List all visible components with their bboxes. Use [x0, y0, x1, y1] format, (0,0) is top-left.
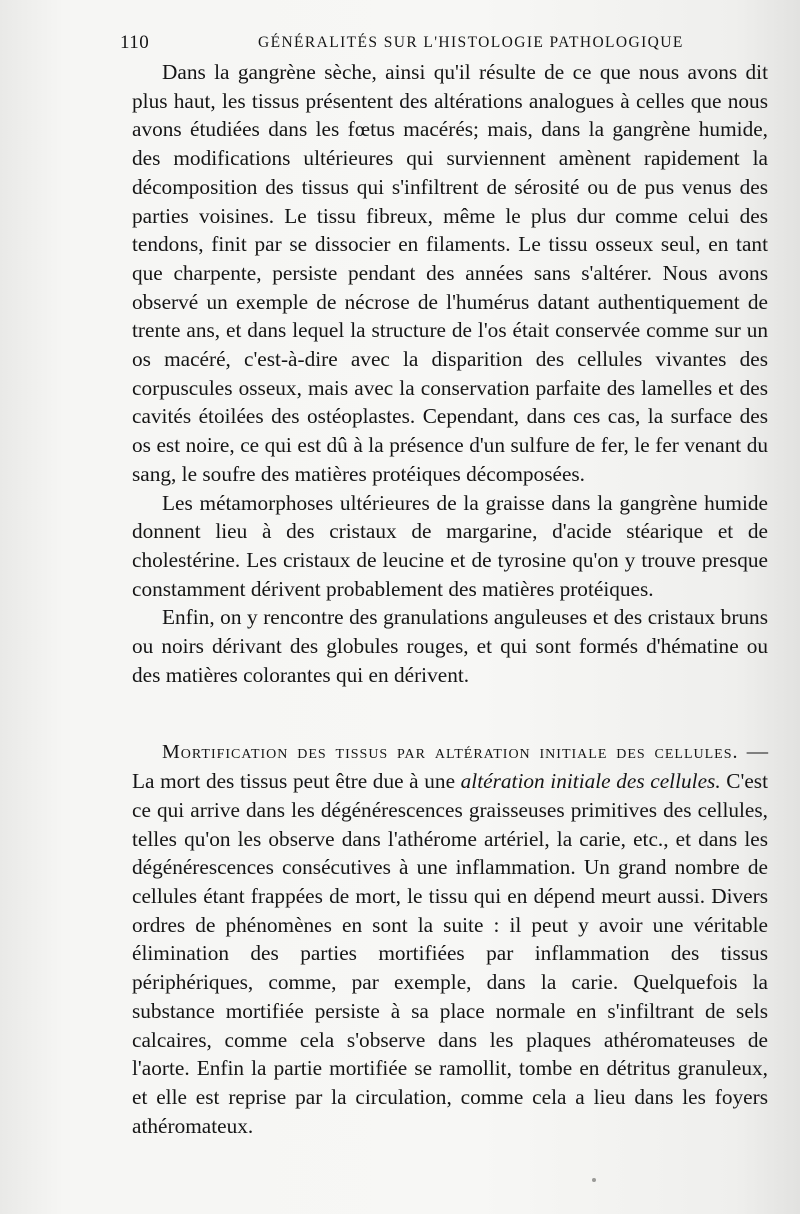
page-header [120, 30, 770, 60]
section-lead: — La mort des tissus peut être due à une [132, 739, 768, 794]
paragraph-granulations: Enfin, on y rencontre des granulations anguleuses et des cristaux bruns ou noirs dérivant des globules rouges, et qui sont formés d'hématine ou des matières colorantes qui en dérivent. [132, 605, 768, 687]
section-body: C'est ce qui arrive dans les dégénérescences graisseuses primitives des cellules, telles qu'on les observe dans l'athérome artériel, la carie, etc., et dans les dégénérescences consécutives à une inflammation. Un grand nombre de cellules étant frappées de mort, le tissu qui en dépend meurt aussi. Divers ordres de phénomènes en sont la suite : il peut y avoir une véritable élimination des parties mortifiées par inflammation des tissus périphériques, comme, par exemple, dans la carie. Quelquefois la substance mortifiée persiste à sa place normale en s'infiltrant de sels calcaires, comme cela s'observe dans les plaques athéromateuses de l'aorte. Enfin la partie mortifiée se ramollit, tombe en détritus granuleux, et elle est reprise par la circulation, comme cela a lieu dans les foyers athéromateux. [132, 769, 768, 1138]
paragraph-graisse: Les métamorphoses ultérieures de la graisse dans la gangrène humide donnent lieu à des cristaux de margarine, d'acide stéarique et de cholestérine. Les cristaux de leucine et de tyrosine qu'on y trouve presque constamment dérivent probablement des matières protéiques. [132, 490, 768, 601]
paragraph-gangrene: Dans la gangrène sèche, ainsi qu'il résulte de ce que nous avons dit plus haut, les tissus présentent des altérations analogues à celles que nous avons étudiées dans les fœtus macérés; mais, dans la gangrène humide, des modifications ultérieures qui surviennent amènent rapidement la décomposition des tissus qui s'infiltrent de sérosité ou de pus venus des parties voisines. Le tissu fibreux, même le plus dur comme celui des tendons, finit par se dissocier en filaments. Le tissu osseux seul, en tant que charpente, persiste pendant des années sans s'altérer. Nous avons observé un exemple de nécrose de l'humérus datant authentiquement de trente ans, et dans lequel la structure de l'os était conservée comme sur un os macéré, c'est-à-dire avec la disparition des cellules vivantes des corpuscules osseux, mais avec la conservation parfaite des lamelles et des cavités étoilées des ostéoplastes. Cependant, dans ces cas, la surface des os est noire, ce qui est dû à la présence d'un sulfure de fer, le fer venant du sang, le soufre des matières protéiques décomposées. [132, 60, 768, 486]
page-number: 110 [120, 32, 150, 53]
running-title: GÉNÉRALITÉS SUR L'HISTOLOGIE PATHOLOGIQUE [258, 34, 684, 51]
section-spacer [132, 689, 768, 737]
section-emphasis: altération initiale des cellules. [460, 769, 721, 794]
paragraph-mortification [132, 737, 768, 1140]
section-title: Mortification des tissus par altération initiale des cellules. [162, 741, 739, 764]
print-speck [592, 1178, 596, 1182]
body-text [132, 58, 768, 1140]
